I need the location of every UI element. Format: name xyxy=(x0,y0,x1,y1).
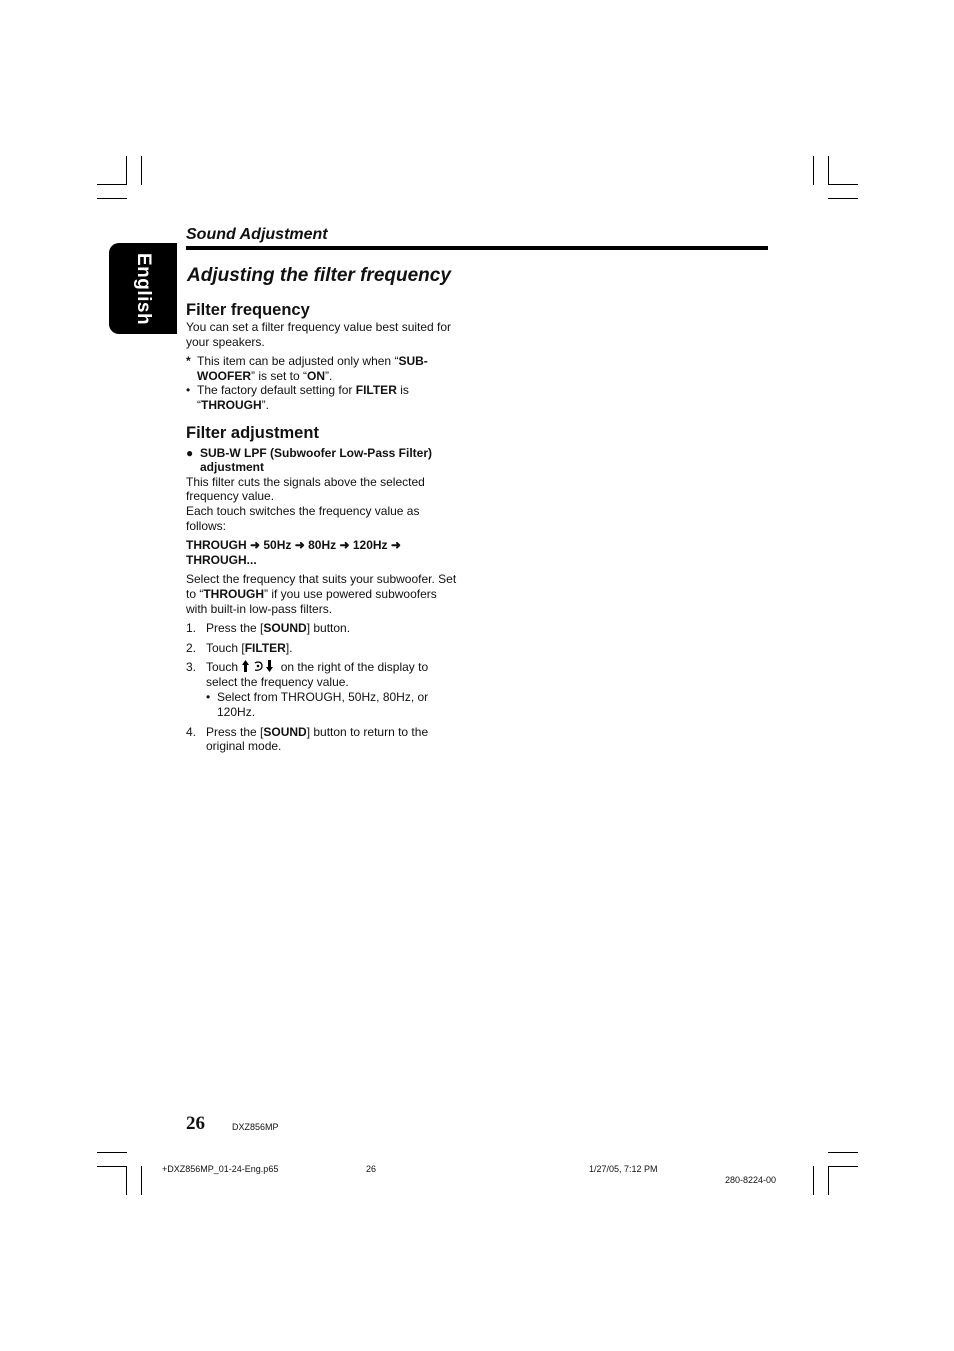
step-sub-note: • Select from THROUGH, 50Hz, 80Hz, or 120Hz. xyxy=(206,690,429,720)
filter-adjustment-heading: Filter adjustment xyxy=(186,423,319,442)
step-item: 1. Press the [SOUND] button. xyxy=(186,621,351,636)
content-column xyxy=(186,300,458,754)
asterisk-marker: * xyxy=(186,354,191,369)
section-rule xyxy=(186,246,768,250)
select-frequency-text: Select the frequency that suits your subwoofer. Set to “THROUGH” if you use powered subwoofers with built-in low-pass filters. xyxy=(186,572,457,616)
crop-mark xyxy=(126,156,127,185)
page-title: Adjusting the filter frequency xyxy=(187,265,451,286)
crop-mark xyxy=(828,1166,829,1195)
crop-mark xyxy=(813,1166,814,1195)
footer-sheet: 26 xyxy=(366,1164,377,1174)
crop-mark xyxy=(828,198,858,199)
crop-mark xyxy=(828,1152,858,1153)
note-subwoofer: * This item can be adjusted only when “SUB-WOOFER” is set to “ON”. xyxy=(186,354,428,383)
footer-date: 1/27/05, 7:12 PM xyxy=(589,1164,658,1174)
language-tab xyxy=(109,243,177,334)
crop-mark xyxy=(828,156,829,185)
step-item: 2. Touch [FILTER]. xyxy=(186,640,293,655)
step-item: 4. Press the [SOUND] button to return to the original mode. xyxy=(186,724,429,754)
crop-mark xyxy=(97,198,127,199)
bullet-marker: • xyxy=(186,383,191,398)
up-down-arrows-icon xyxy=(241,660,277,672)
filter-frequency-intro: You can set a filter frequency value best suited for your speakers. xyxy=(186,320,452,349)
footer-code: 280-8224-00 xyxy=(725,1175,777,1185)
crop-mark xyxy=(126,1166,127,1195)
steps-list xyxy=(186,621,458,754)
section-label: Sound Adjustment xyxy=(186,226,328,243)
note-default: • The factory default setting for FILTER is “THROUGH”. xyxy=(186,383,409,412)
page-number: 26 xyxy=(186,1113,205,1134)
filter-switch-desc: Each touch switches the frequency value as follows: xyxy=(186,503,420,533)
filter-frequency-heading: Filter frequency xyxy=(186,301,310,319)
crop-mark xyxy=(828,1166,858,1167)
filter-desc: This filter cuts the signals above the selected frequency value. xyxy=(186,474,425,504)
lpf-bullet xyxy=(186,446,458,475)
frequency-sequence: THROUGH ➜ 50Hz ➜ 80Hz ➜ 120Hz ➜ THROUGH... xyxy=(186,538,401,567)
step-item: 3. Touch on the right of the display to select the frequency value. • Select from THROUGH, 50Hz, 80Hz, or 120Hz. xyxy=(186,660,458,719)
footer-file: +DXZ856MP_01-24-Eng.p65 xyxy=(162,1164,279,1174)
crop-mark xyxy=(141,1166,142,1195)
crop-mark xyxy=(813,156,814,185)
crop-mark xyxy=(141,156,142,185)
model-name: DXZ856MP xyxy=(232,1122,279,1132)
language-tab-label: English xyxy=(133,252,154,325)
lpf-bullet-label: SUB-W LPF (Subwoofer Low-Pass Filter) adjustment xyxy=(200,445,433,475)
crop-mark xyxy=(97,1152,127,1153)
crop-mark xyxy=(97,184,127,185)
bullet-dot-icon: ● xyxy=(186,445,194,460)
crop-mark xyxy=(97,1166,127,1167)
crop-mark xyxy=(828,184,858,185)
